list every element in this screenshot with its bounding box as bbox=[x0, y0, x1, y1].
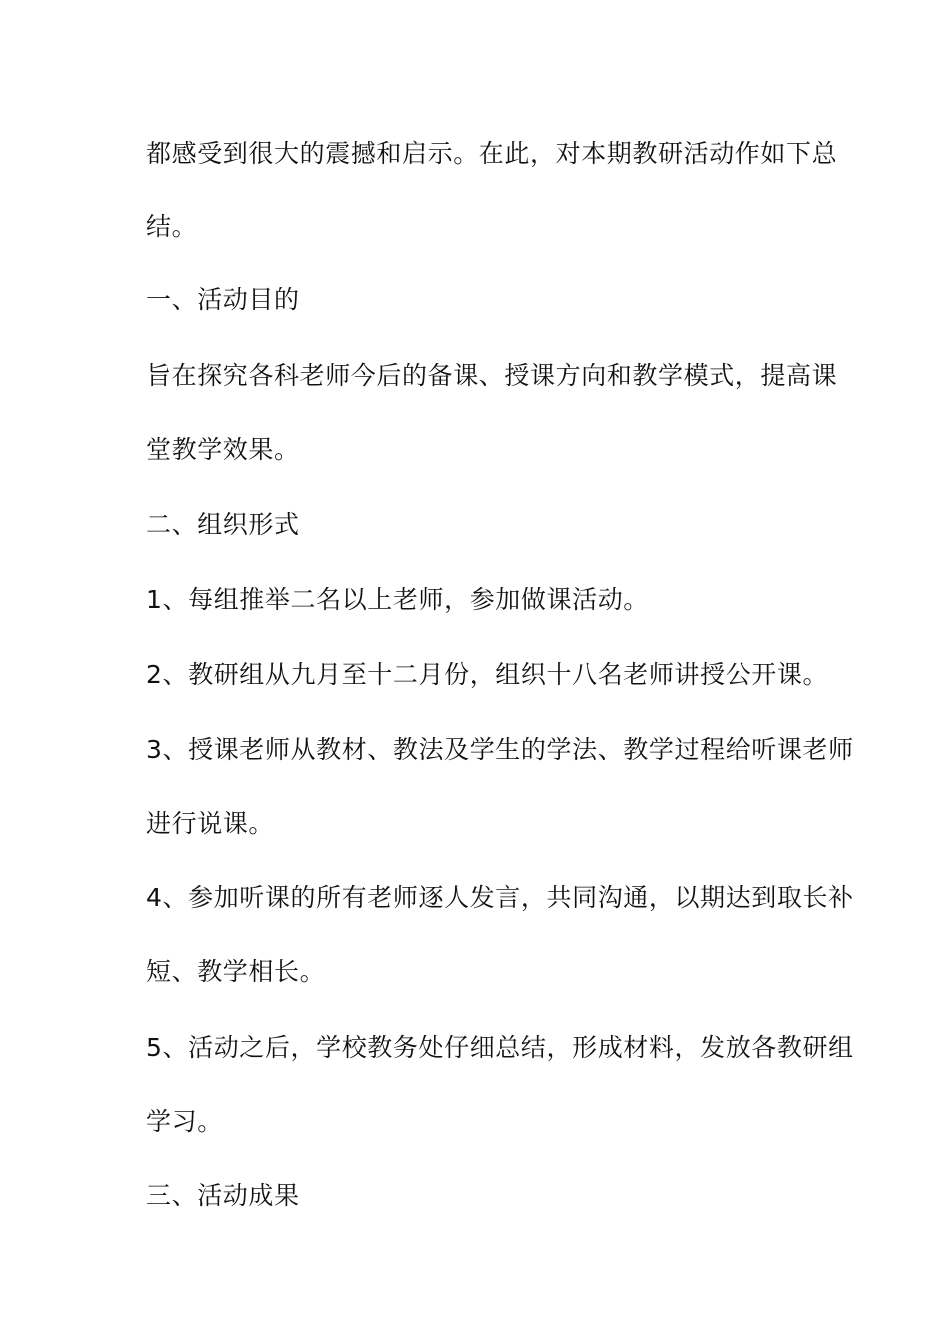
section-heading-3: 三、活动成果 bbox=[146, 1181, 300, 1210]
list-item-5: 5、活动之后，学校教务处仔细总结，形成材料，发放各教研组 bbox=[146, 1033, 854, 1062]
text-line-2: 结。 bbox=[146, 212, 198, 241]
list-item-5-cont: 学习。 bbox=[146, 1107, 223, 1136]
list-item-2: 2、教研组从九月至十二月份，组织十八名老师讲授公开课。 bbox=[146, 660, 829, 689]
list-item-1: 1、每组推举二名以上老师，参加做课活动。 bbox=[146, 585, 649, 614]
list-item-4: 4、参加听课的所有老师逐人发言，共同沟通，以期达到取长补 bbox=[146, 883, 854, 912]
text-line-4: 旨在探究各科老师今后的备课、授课方向和教学模式，提高课 bbox=[146, 361, 838, 390]
list-item-3-cont: 进行说课。 bbox=[146, 809, 275, 838]
text-line-1: 都感受到很大的震撼和启示。在此，对本期教研活动作如下总 bbox=[146, 139, 838, 168]
text-line-5: 堂教学效果。 bbox=[146, 435, 300, 464]
list-item-3: 3、授课老师从教材、教法及学生的学法、教学过程给听课老师 bbox=[146, 735, 854, 764]
section-heading-2: 二、组织形式 bbox=[146, 510, 300, 539]
list-item-4-cont: 短、教学相长。 bbox=[146, 957, 326, 986]
section-heading-1: 一、活动目的 bbox=[146, 285, 300, 314]
